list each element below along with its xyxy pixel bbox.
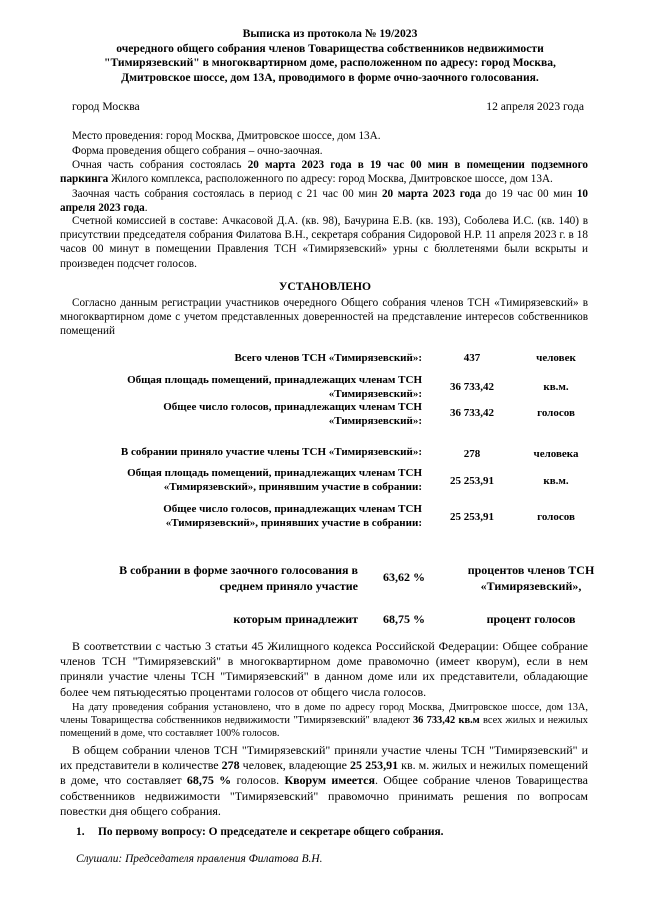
- ownership-statement: [60, 701, 588, 741]
- meeting-place: Место проведения: город Москва, Дмитровское шоссе, дом 13А.: [72, 130, 381, 142]
- stat-label: Общее число голосов, принадлежащих членам ТСН «Тимирязевский»:: [163, 401, 422, 427]
- place-date-line: [72, 100, 584, 113]
- bold-run: 20 марта 2023 года: [381, 188, 482, 200]
- document-title: [80, 27, 580, 85]
- bold-run: Кворум имеется: [284, 773, 375, 788]
- bold-run: 20 марта 2023 года в 19 час 00 мин в помещении подземного паркинга: [60, 159, 588, 186]
- agenda-question: [76, 826, 444, 838]
- stat-unit: голосов: [537, 407, 575, 419]
- text-run: до 19 час 00 мин: [481, 188, 577, 200]
- protocol-date: 12 апреля 2023 года: [486, 100, 584, 113]
- participation-statement: [60, 743, 588, 819]
- stat-value: 25 253,91: [450, 511, 494, 523]
- in-person-part: [60, 158, 588, 186]
- bold-run: 278: [221, 758, 240, 773]
- title-line: "Тимирязевский" в многоквартирном доме, расположенном по адресу: город Москва,: [104, 56, 556, 69]
- stat-value: 278: [463, 448, 481, 460]
- heard-line: Слушали: Председателя правления Филатова В.Н.: [76, 853, 323, 865]
- bold-run: 36 733,42 кв.м: [412, 715, 480, 727]
- text-run: Заочная часть собрания состоялась в период с 21 час 00 мин: [72, 188, 382, 200]
- counting-commission: Счетной комиссией в составе: Ачкасовой Д.А. (кв. 98), Бачурина Е.В. (кв. 193), Соболева И.С. (кв. 140) в присутствии председателя собрания Филатова В.Н., секретаря собрания Сидоровой Н.Р. 11 апреля 2023 г. в 18 часов 00 минут в помещении Правления ТСН «Тимирязевский» урны с бюллетенями были вскрыты и произведен подсчет голосов.: [60, 215, 588, 270]
- stat-label: Всего членов ТСН «Тимирязевский»:: [234, 352, 422, 364]
- quorum-law: В соответствии с частью 3 статьи 45 Жилищного кодекса Российской Федерации: Общее собрание членов ТСН "Тимирязевский" в многоквартирном доме правомочно (имеет кворум), если в нем приняли участие члены ТСН "Тимирязевский" в данном доме или их представители, обладающие более чем пятьюдесятью процентами голосов от общего числа голосов.: [60, 639, 588, 699]
- question-number: 1.: [76, 826, 85, 838]
- stat-value: 63,62 %: [383, 570, 425, 584]
- meeting-form: Форма проведения общего собрания – очно-заочная.: [72, 145, 323, 157]
- title-line: очередного общего собрания членов Товарищества собственников недвижимости: [116, 41, 544, 55]
- text-run: На дату проведения собрания установлено, что в доме по адресу город Москва, Дмитровское шоссе, дом 13А, члены Товарищества собственников недвижимости "Тимирязевский" владеют: [60, 702, 588, 727]
- text-run: Очная часть собрания состоялась: [72, 159, 248, 171]
- stat-unit: процентов членов ТСН «Тимирязевский»,: [467, 563, 595, 593]
- stat-unit: кв.м.: [543, 381, 569, 393]
- bold-run: 68,75 %: [186, 773, 232, 788]
- absentee-part: [60, 187, 588, 215]
- stat-label: которым принадлежит: [233, 612, 358, 626]
- text-run: человек, владеющие: [239, 758, 351, 773]
- bold-run: 25 253,91: [350, 758, 399, 773]
- stat-unit: процент голосов: [486, 612, 576, 626]
- question-text: По первому вопросу: О председателе и секретаре общего собрания.: [98, 826, 444, 838]
- city: город Москва: [72, 100, 140, 113]
- text-run: В общем собрании членов ТСН "Тимирязевский" приняли участие члены ТСН "Тимирязевский" и их представители в количестве: [60, 743, 588, 773]
- stat-value: 36 733,42: [450, 381, 494, 393]
- stat-value: 437: [463, 352, 481, 364]
- text-run: голосов.: [231, 773, 285, 788]
- text-run: всех жилых и нежилых помещений в доме, что составляет 100% голосов.: [60, 715, 589, 740]
- bold-run: 10 апреля 2023 года: [60, 188, 589, 215]
- section-title: УСТАНОВЛЕНО: [278, 280, 372, 293]
- title-line: Выписка из протокола № 19/2023: [242, 27, 418, 40]
- stat-unit: голосов: [537, 511, 575, 523]
- stat-label: Общая площадь помещений, принадлежащих членам ТСН «Тимирязевский», принявшим участие в собрании:: [127, 467, 422, 493]
- stat-value: 25 253,91: [450, 475, 494, 487]
- stat-unit: человека: [533, 448, 579, 460]
- stat-label: Общее число голосов, принадлежащих членам ТСН «Тимирязевский», принявших участие в собрании:: [163, 503, 422, 529]
- text-run: Жилого комплекса, расположенного по адресу: город Москва, Дмитровское шоссе, дом 13А.: [108, 173, 553, 186]
- title-line: Дмитровское шоссе, дом 13А, проводимого в форме очно-заочного голосования.: [121, 70, 539, 84]
- stat-unit: кв.м.: [543, 475, 569, 487]
- text-run: .: [144, 202, 148, 215]
- stat-value: 36 733,42: [450, 407, 494, 419]
- stat-label: В собрании в форме заочного голосования в среднем приняло участие: [119, 563, 358, 593]
- stat-unit: человек: [536, 352, 576, 364]
- stat-label: В собрании приняло участие члены ТСН «Тимирязевский»:: [120, 446, 422, 458]
- stat-value: 68,75 %: [383, 612, 425, 626]
- text-run: кв. м. жилых и нежилых помещений в доме, что составляет: [60, 758, 588, 788]
- stat-label: Общая площадь помещений, принадлежащих членам ТСН «Тимирязевский»:: [127, 374, 422, 400]
- text-run: . Общее собрание членов Товарищества собственников недвижимости "Тимирязевский" правомочно принимать решения по вопросам повестки дня общего собрания.: [60, 773, 588, 818]
- registration-text: Согласно данным регистрации участников очередного Общего собрания членов ТСН «Тимирязевский» в многоквартирном доме с учетом представленных доверенностей на представление интересов собственников помещений: [60, 297, 588, 338]
